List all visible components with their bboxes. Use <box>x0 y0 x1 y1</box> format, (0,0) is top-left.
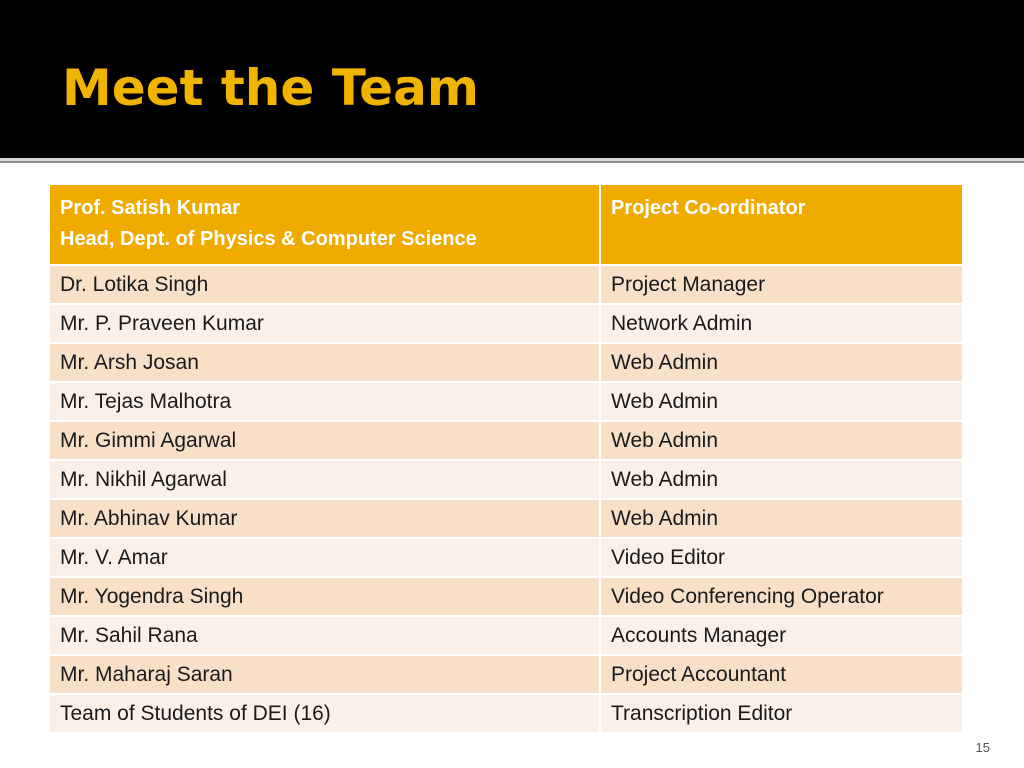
header-name-line1: Prof. Satish Kumar <box>60 197 241 219</box>
member-role: Accounts Manager <box>600 616 963 655</box>
member-role: Transcription Editor <box>600 694 963 733</box>
table-row <box>49 577 963 616</box>
member-role: Web Admin <box>600 460 963 499</box>
table-row <box>49 265 963 304</box>
table-row <box>49 616 963 655</box>
table-header-row <box>49 184 963 265</box>
member-name: Mr. Yogendra Singh <box>49 577 600 616</box>
member-name: Mr. Sahil Rana <box>49 616 600 655</box>
member-role: Video Editor <box>600 538 963 577</box>
member-name: Mr. Abhinav Kumar <box>49 499 600 538</box>
page-number: 15 <box>975 740 990 755</box>
table-row <box>49 421 963 460</box>
member-role: Web Admin <box>600 343 963 382</box>
title-divider-dark <box>0 161 1024 163</box>
header-role-cell: Project Co-ordinator <box>600 184 963 265</box>
member-name: Mr. P. Praveen Kumar <box>49 304 600 343</box>
table-row <box>49 499 963 538</box>
header-name-cell <box>49 184 600 265</box>
title-bar <box>0 0 1024 158</box>
member-role: Project Manager <box>600 265 963 304</box>
member-name: Mr. Gimmi Agarwal <box>49 421 600 460</box>
table-row <box>49 460 963 499</box>
table-row <box>49 382 963 421</box>
slide-title: Meet the Team <box>62 59 479 117</box>
member-name: Mr. Nikhil Agarwal <box>49 460 600 499</box>
member-role: Project Accountant <box>600 655 963 694</box>
team-table <box>48 183 964 734</box>
member-name: Team of Students of DEI (16) <box>49 694 600 733</box>
member-role: Web Admin <box>600 421 963 460</box>
member-role: Web Admin <box>600 499 963 538</box>
member-name: Mr. Tejas Malhotra <box>49 382 600 421</box>
table-row <box>49 655 963 694</box>
member-name: Mr. Maharaj Saran <box>49 655 600 694</box>
member-role: Web Admin <box>600 382 963 421</box>
table-row <box>49 304 963 343</box>
member-role: Network Admin <box>600 304 963 343</box>
header-name-line2: Head, Dept. of Physics & Computer Science <box>60 228 477 250</box>
member-name: Mr. V. Amar <box>49 538 600 577</box>
table-row <box>49 694 963 733</box>
member-name: Mr. Arsh Josan <box>49 343 600 382</box>
table-row <box>49 538 963 577</box>
table-row <box>49 343 963 382</box>
member-role: Video Conferencing Operator <box>600 577 963 616</box>
member-name: Dr. Lotika Singh <box>49 265 600 304</box>
